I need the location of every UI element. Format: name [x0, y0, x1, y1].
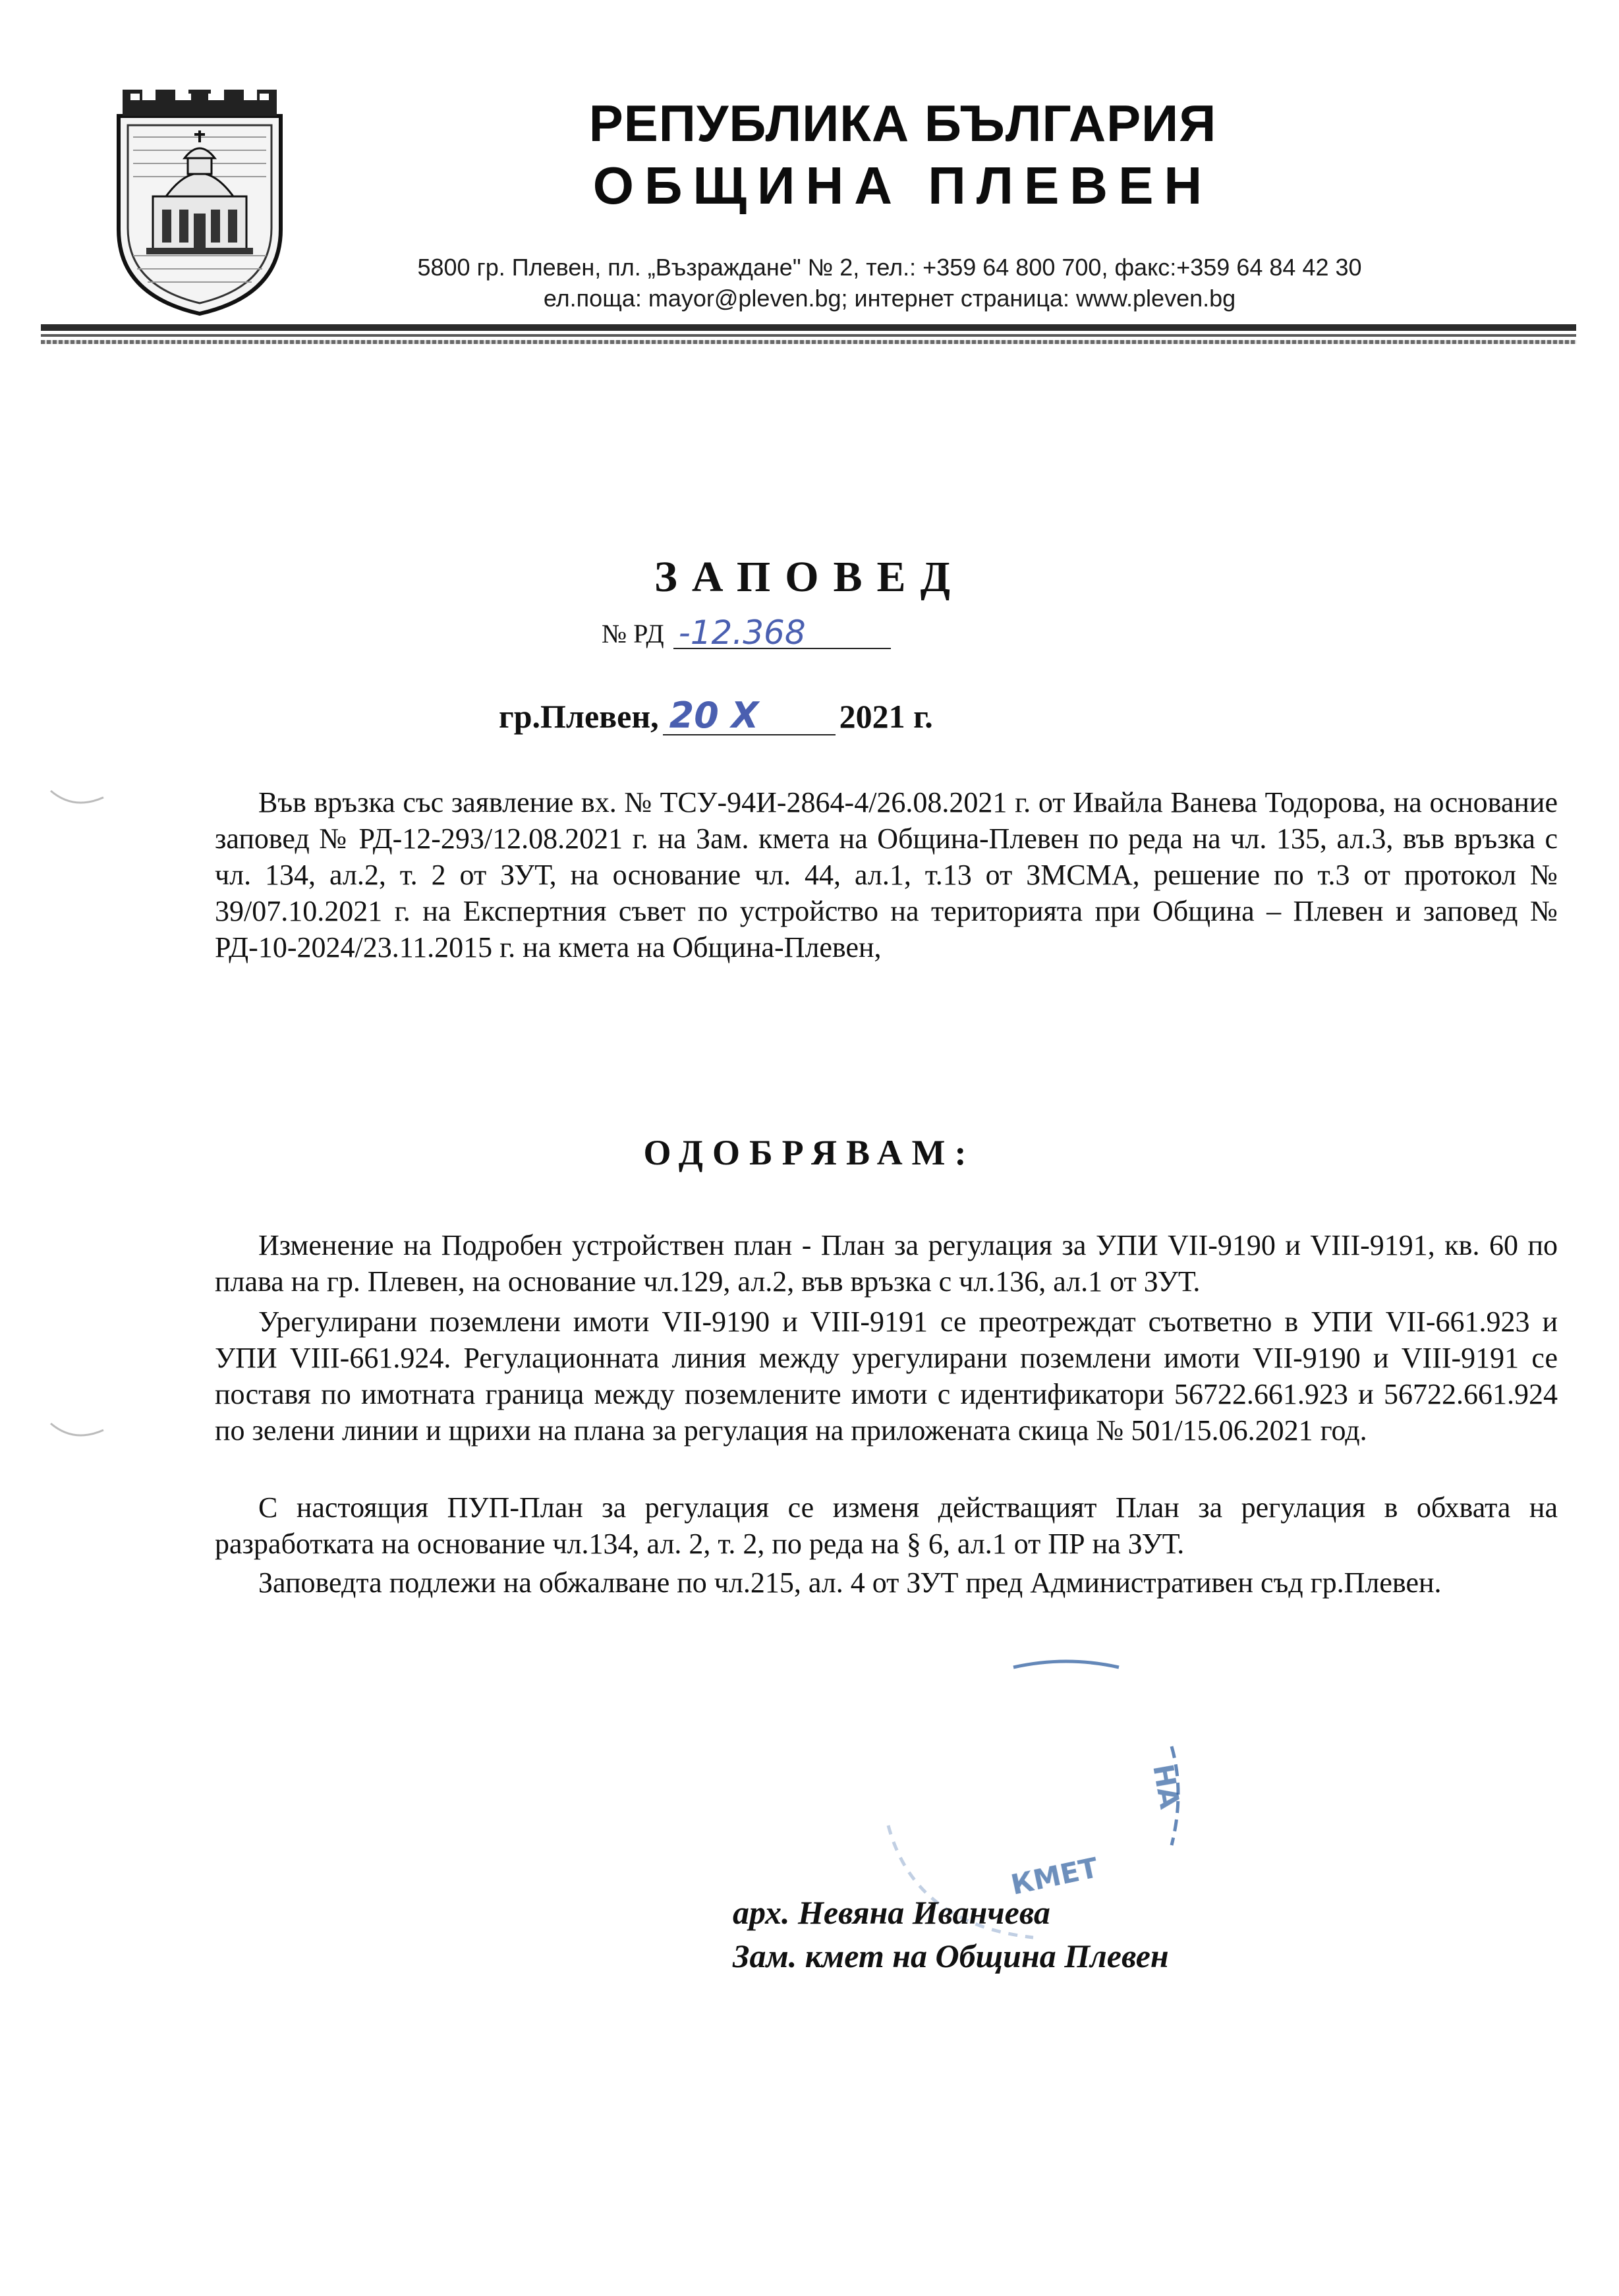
letterhead-title-municipality: ОБЩИНА ПЛЕВЕН	[592, 156, 1213, 215]
letterhead-contacts: ел.поща: mayor@pleven.bg; интернет страница: www.pleven.bg	[543, 285, 1236, 312]
paragraph-pup-plan: С настоящия ПУП-План за регулация се изменя действащият План за регулация в обхвата на разработката на основание чл.134, ал. 2, т. 2, по реда на § 6, ал.1 от ПР на ЗУТ.	[215, 1491, 1558, 1560]
pleven-coat-of-arms-icon	[113, 84, 286, 316]
place-and-date	[499, 697, 933, 735]
letterhead-title-country: РЕПУБЛИКА БЪЛГАРИЯ	[588, 94, 1217, 152]
signatory-name: арх. Невяна Иванчева	[733, 1894, 1050, 1931]
date-handwritten: 20 X	[669, 695, 759, 736]
document-title: ЗАПОВЕД	[654, 553, 965, 601]
letterhead-address: 5800 гр. Плевен, пл. „Възраждане" № 2, тел.: +359 64 800 700, факс:+359 64 84 42 30	[417, 254, 1362, 281]
place-label: гр.Плевен,	[499, 698, 659, 735]
date-field	[663, 695, 836, 736]
approve-heading: ОДОБРЯВАМ:	[643, 1133, 976, 1172]
paragraph-regulated-properties: Урегулирани поземлени имоти VII-9190 и VIII-9191 се преотреждат съответно в УПИ VII-661.923 и УПИ VIII-661.924. Регулационната линия между урегулирани поземлени имоти VII-9190 и VIII-9191 се поставя по имотната граница между поземлените имоти с идентификатори 56722.661.923 и 56722.661.924 по зелени линии и щрихи на плана за регулация на приложената скица № 501/15.06.2021 год.	[215, 1306, 1558, 1447]
order-number-prefix: № РД	[602, 619, 664, 648]
letterhead-divider	[41, 324, 1576, 331]
scan-mark	[47, 778, 107, 817]
signatory-position: Зам. кмет на Община Плевен	[733, 1937, 1169, 1974]
scan-mark	[47, 1410, 107, 1450]
date-year: 2021 г.	[839, 698, 933, 735]
letterhead-divider	[41, 334, 1576, 337]
paragraph-appeal: Заповедта подлежи на обжалване по чл.215, ал. 4 от ЗУТ пред Административен съд гр.Плевен.	[258, 1566, 1442, 1599]
order-number-handwritten: -12.368	[678, 614, 806, 652]
svg-text:КМЕТ: КМЕТ	[1008, 1851, 1101, 1901]
order-number	[602, 614, 891, 652]
paragraph-plan-change: Изменение на Подробен устройствен план - План за регулация за УПИ VII-9190 и VIII-9191, кв. 60 по плава на гр. Плевен, на основание чл.129, ал.2, във връзка с чл.136, ал.1 от ЗУТ.	[215, 1229, 1558, 1298]
letterhead-divider	[41, 340, 1576, 344]
intro-paragraph: Във връзка със заявление вх. № ТСУ-94И-2864-4/26.08.2021 г. от Ивайла Ванева Тодорова, на основание заповед № РД-12-293/12.08.2021 г. на Зам. кмета на Община-Плевен по реда на чл. 135, ал.3, във връзка с чл. 134, ал.2, т. 2 от ЗУТ, на основание чл. 44, ал.1, т.13 от ЗМСМА, решение по т.3 от протокол № 39/07.10.2021 г. на Експертния съвет по устройство на територията при Община – Плевен и заповед № РД-10-2024/23.11.2015 г. на кмета на Община-Плевен,	[215, 786, 1558, 963]
order-number-field	[673, 614, 891, 652]
svg-text:НА: НА	[1147, 1762, 1187, 1812]
